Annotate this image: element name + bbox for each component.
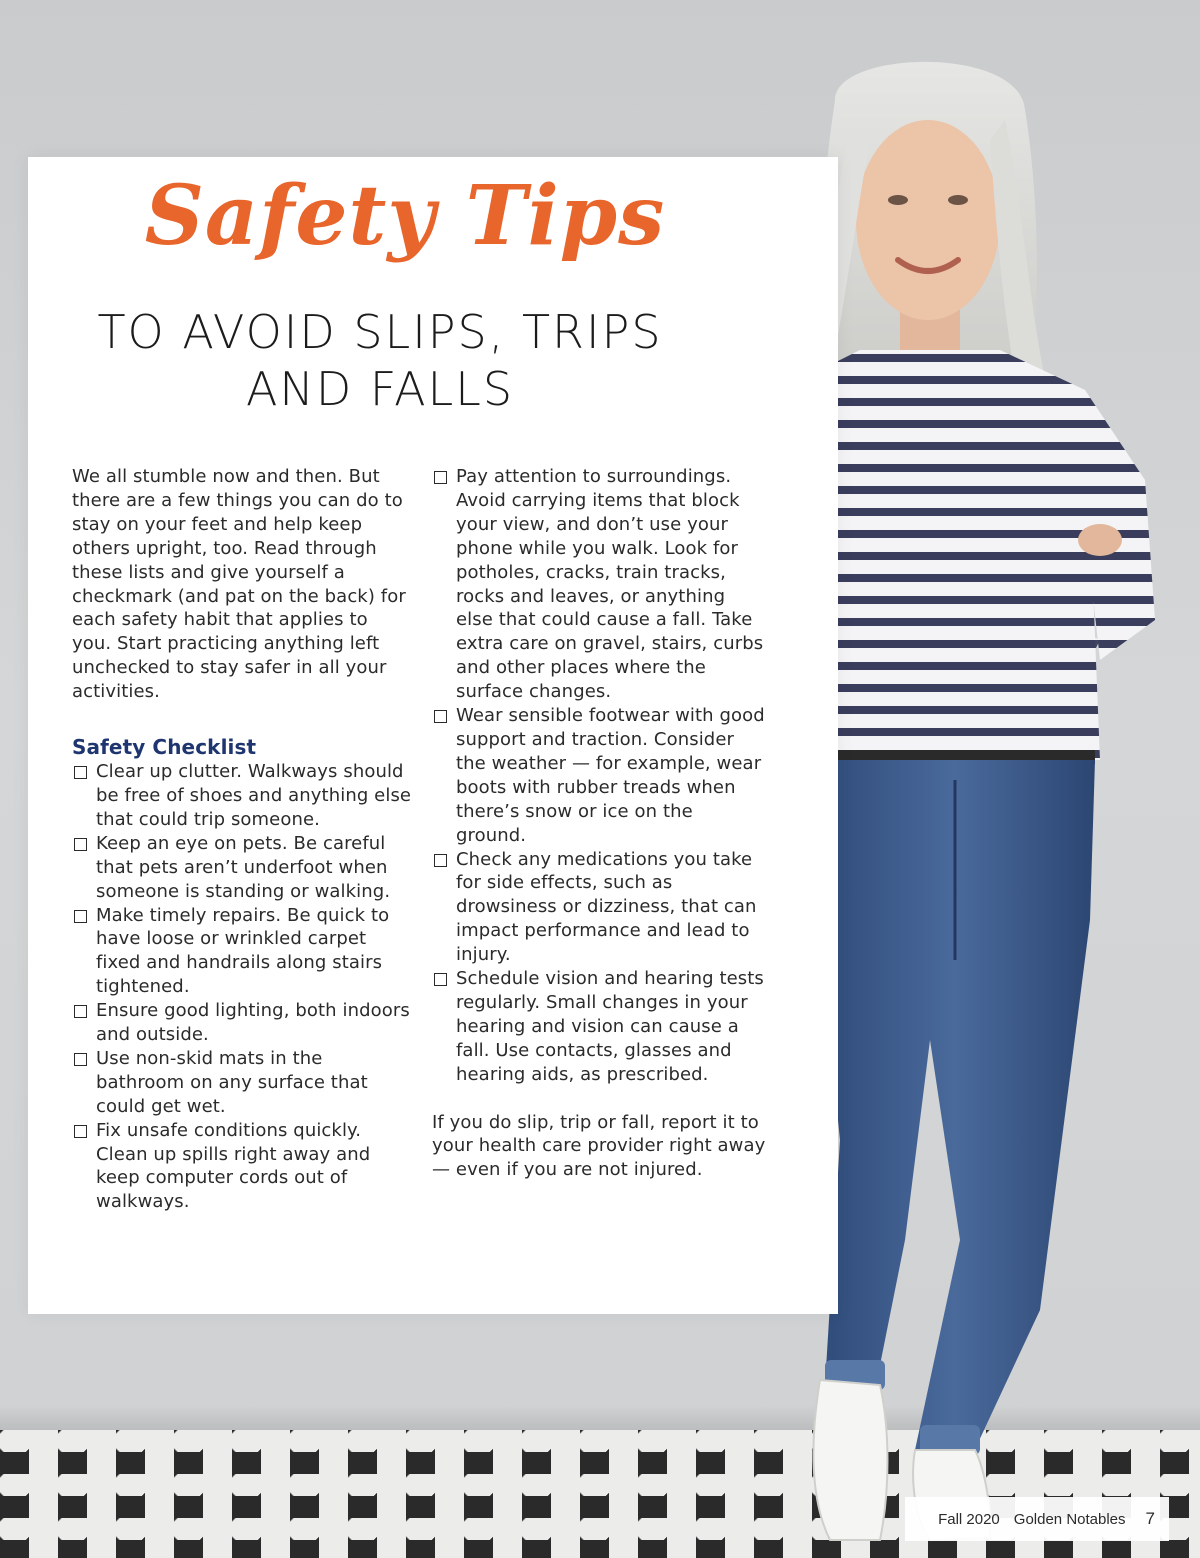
checkbox-icon[interactable]: [434, 973, 447, 986]
left-column: [72, 465, 412, 1214]
page-number: 7: [1145, 1509, 1155, 1528]
checklist-item: [72, 832, 412, 904]
checklist-item-text: Check any medications you take for side effects, such as drowsiness or dizziness, that can impact performance and lead to injury.: [456, 848, 757, 966]
checkbox-icon[interactable]: [74, 1005, 87, 1018]
checklist-item: [72, 1047, 412, 1119]
page-footer: [905, 1497, 1169, 1541]
checklist-item: [432, 848, 767, 968]
checklist-item-text: Make timely repairs. Be quick to have loose or wrinkled carpet fixed and handrails along stairs tightened.: [96, 904, 390, 998]
checklist-item-text: Wear sensible footwear with good support and traction. Consider the weather — for example, wear boots with rubber treads when there’s snow or ice on the ground.: [456, 705, 765, 846]
checklist-item: [72, 999, 412, 1047]
checklist-item-text: Pay attention to surroundings. Avoid carrying items that block your view, and don’t use your phone while you walk. Look for potholes, cracks, train tracks, rocks and leaves, or anything else that could cause a fall. Take extra care on gravel, stairs, curbs and other places where the surface changes.: [456, 466, 764, 703]
checkbox-icon[interactable]: [74, 1125, 87, 1138]
checklist-item-text: Schedule vision and hearing tests regularly. Small changes in your hearing and vision can cause a fall. Use contacts, glasses and hearing aids, as prescribed.: [456, 968, 764, 1085]
checklist-item-text: Ensure good lighting, both indoors and outside.: [96, 1000, 410, 1046]
right-column: [432, 465, 767, 1182]
checkbox-icon[interactable]: [434, 471, 447, 484]
checklist-item-text: Keep an eye on pets. Be careful that pets aren’t underfoot when someone is standing or walking.: [96, 832, 391, 902]
checklist-item: [72, 1119, 412, 1215]
checkbox-icon[interactable]: [74, 766, 87, 779]
checklist-item: [432, 967, 767, 1087]
checkbox-icon[interactable]: [74, 910, 87, 923]
headline-line-1: TO AVOID SLIPS, TRIPS: [97, 305, 663, 359]
checklist-item: [72, 904, 412, 1000]
checklist-item-text: Clear up clutter. Walkways should be free of shoes and anything else that could trip someone.: [96, 761, 412, 830]
checklist-item-text: Use non-skid mats in the bathroom on any surface that could get wet.: [96, 1047, 368, 1117]
checkbox-icon[interactable]: [434, 710, 447, 723]
issue-label: Fall 2020: [938, 1510, 1000, 1528]
headline-line-2: AND FALLS: [245, 362, 515, 416]
publication-name: Golden Notables: [1013, 1510, 1126, 1528]
closing-paragraph: If you do slip, trip or fall, report it to your health care provider right away — even if you are not injured.: [432, 1111, 766, 1181]
checkbox-icon[interactable]: [74, 838, 87, 851]
checkbox-icon[interactable]: [434, 854, 447, 867]
script-title: Safety Tips: [144, 168, 666, 264]
checklist-item: [72, 760, 412, 832]
intro-paragraph: We all stumble now and then. But there are a few things you can do to stay on your feet and help keep others upright, too. Read through these lists and give yourself a checkmark (and pat on the back) for each safety habit that applies to you. Start practicing anything left unchecked to stay safer in all your activities.: [72, 466, 406, 703]
checkbox-icon[interactable]: [74, 1053, 87, 1066]
checklist-item-text: Fix unsafe conditions quickly. Clean up spills right away and keep computer cords out of walkways.: [96, 1119, 371, 1213]
checklist-item: [432, 704, 767, 847]
checklist-heading: Safety Checklist: [72, 735, 257, 760]
checklist-item: [432, 465, 767, 704]
